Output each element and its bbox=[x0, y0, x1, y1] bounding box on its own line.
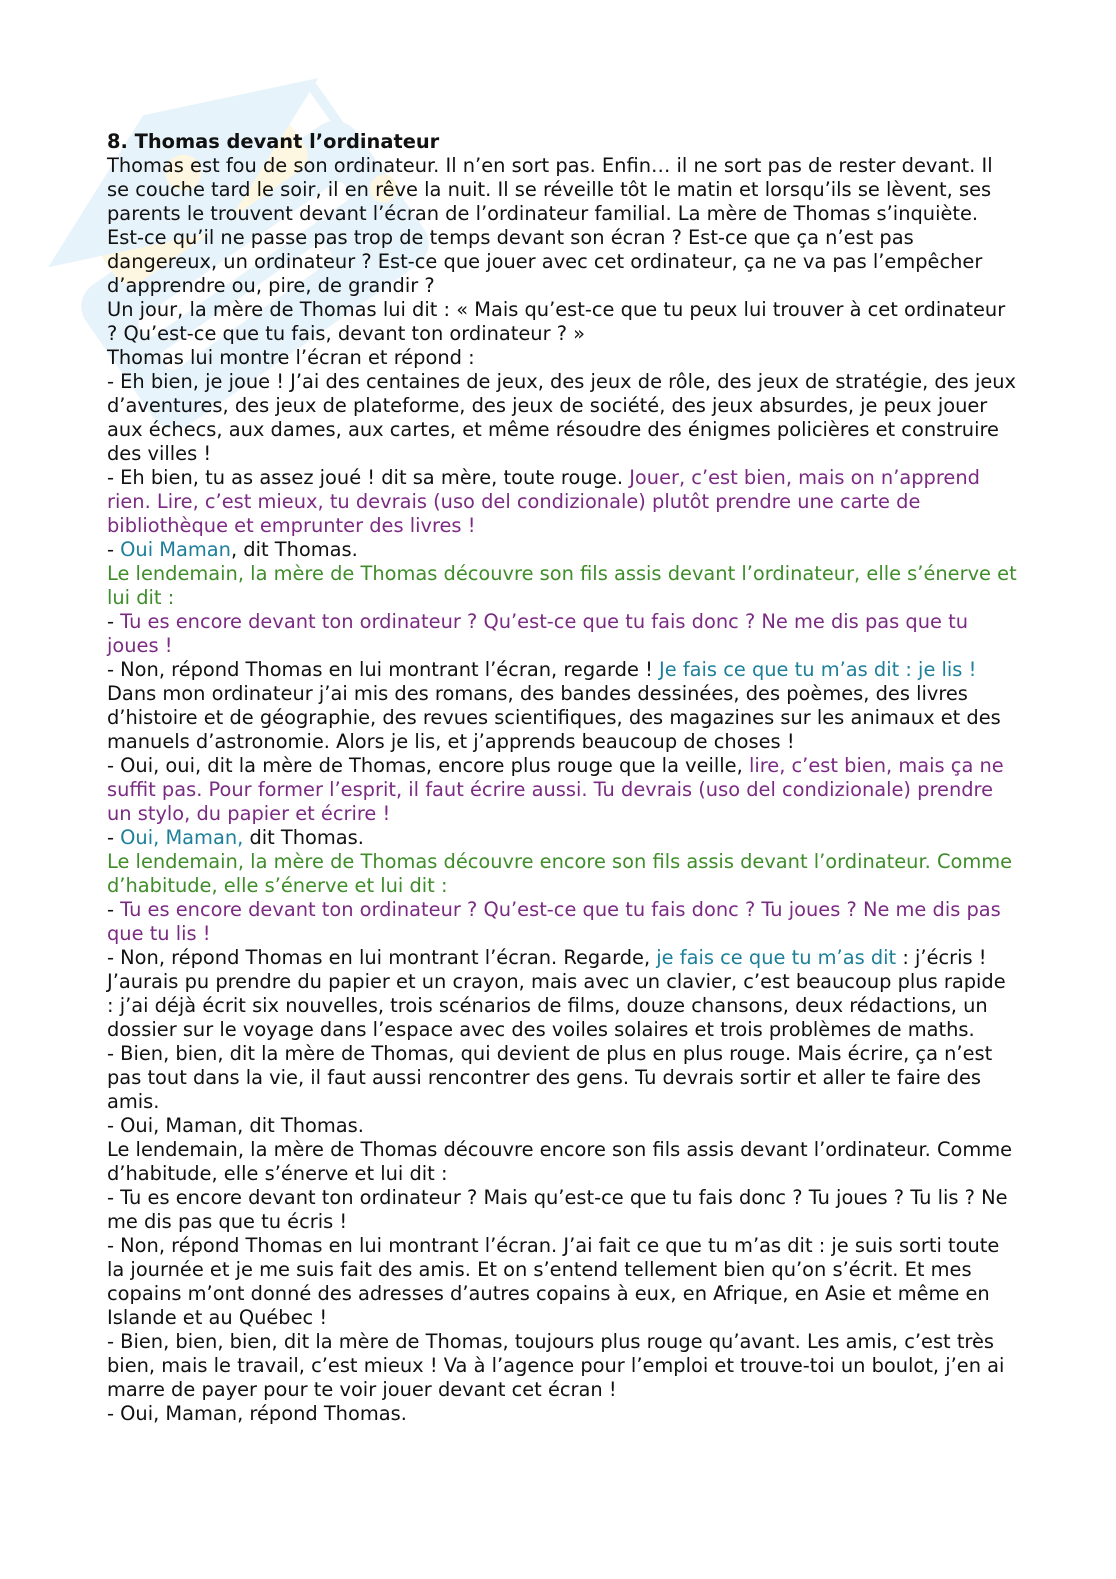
document-body bbox=[107, 130, 1017, 1426]
highlighted-text-segment: Oui Maman bbox=[120, 538, 231, 561]
text-segment: - bbox=[107, 826, 121, 849]
text-segment: - Eh bien, tu as assez joué ! dit sa mère, toute rouge. bbox=[107, 466, 630, 489]
document-title: 8. Thomas devant l’ordinateur bbox=[107, 130, 440, 153]
text-segment: - bbox=[107, 538, 121, 561]
highlighted-text-segment: Le lendemain, la mère de Thomas découvre encore son fils assis devant l’ordinateur. Comme d’habitude, elle s’énerve et lui dit : bbox=[107, 850, 1013, 897]
highlighted-text-segment: Le lendemain, la mère de Thomas découvre son fils assis devant l’ordinateur, elle s’énerve et lui dit : bbox=[107, 562, 1017, 609]
text-segment: Thomas est fou de son ordinateur. Il n’en sort pas. Enfin… il ne sort pas de rester devant. Il se couche tard le soir, il en rêve la nuit. Il se réveille tôt le matin et lorsqu’ils se lèvent, ses parents le trouvent devant l’écran de l’ordinateur familial. La mère de Thomas s’inquiète. Est-ce qu’il ne passe pas trop de temps devant son écran ? Est-ce que ça n’est pas dangereux, un ordinateur ? Est-ce que jouer avec cet ordinateur, ça ne va pas l’empêcher d’apprendre ou, pire, de grandir ? bbox=[107, 154, 993, 297]
text-segment: Thomas lui montre l’écran et répond : bbox=[107, 346, 475, 369]
text-segment: , dit Thomas. bbox=[230, 538, 358, 561]
highlighted-text-segment: Oui, Maman, bbox=[120, 826, 244, 849]
paragraph bbox=[107, 1402, 1017, 1426]
highlighted-text-segment: lire, c’est bien, mais ça ne suffit pas. Pour former l’esprit, il faut écrire aussi. Tu devrais (uso del condizionale) prendre un stylo, du papier et écrire ! bbox=[107, 754, 1004, 825]
paragraph bbox=[107, 298, 1017, 346]
paragraph bbox=[107, 1138, 1017, 1186]
text-segment: - bbox=[107, 610, 121, 633]
highlighted-text-segment: je fais ce que tu m’as dit bbox=[656, 946, 897, 969]
paragraph bbox=[107, 154, 1017, 298]
paragraph bbox=[107, 1114, 1017, 1138]
paragraph bbox=[107, 1330, 1017, 1402]
highlighted-text-segment: Jouer, c’est bien, mais on n’apprend rien. Lire, c’est mieux, tu devrais (uso del condizionale) plutôt prendre une carte de bibliothèque et emprunter des livres ! bbox=[107, 466, 980, 537]
highlighted-text-segment: Je fais ce que tu m’as dit : je lis ! bbox=[659, 658, 977, 681]
text-segment: - bbox=[107, 898, 121, 921]
highlighted-text-segment: Tu es encore devant ton ordinateur ? Qu’est-ce que tu fais donc ? Ne me dis pas que tu joues ! bbox=[107, 610, 968, 657]
text-segment: - Eh bien, je joue ! J’ai des centaines de jeux, des jeux de rôle, des jeux de stratégie, des jeux d’aventures, des jeux de plateforme, des jeux de société, des jeux absurdes, je peux jouer aux échecs, aux dames, aux cartes, et même résoudre des énigmes policières et construire des villes ! bbox=[107, 370, 1017, 465]
highlighted-text-segment: Tu es encore devant ton ordinateur ? Qu’est-ce que tu fais donc ? Tu joues ? Ne me dis pas que tu lis ! bbox=[107, 898, 1001, 945]
text-segment: - Non, répond Thomas en lui montrant l’écran. J’ai fait ce que tu m’as dit : je suis sorti toute la journée et je me suis fait des amis. Et on s’entend tellement bien qu’on s’écrit. Et mes copains m’ont donné des adresses d’autres copains à eux, en Afrique, en Asie et même en Islande et au Québec ! bbox=[107, 1234, 1000, 1329]
text-segment: dit Thomas. bbox=[243, 826, 364, 849]
paragraph-list bbox=[107, 154, 1017, 1426]
paragraph bbox=[107, 466, 1017, 538]
text-segment: - Oui, Maman, répond Thomas. bbox=[107, 1402, 407, 1425]
paragraph bbox=[107, 346, 1017, 370]
paragraph bbox=[107, 1234, 1017, 1330]
paragraph bbox=[107, 898, 1017, 946]
paragraph bbox=[107, 946, 1017, 1042]
text-segment: Le lendemain, la mère de Thomas découvre encore son fils assis devant l’ordinateur. Comme d’habitude, elle s’énerve et lui dit : bbox=[107, 1138, 1013, 1185]
paragraph bbox=[107, 754, 1017, 826]
text-segment: - Tu es encore devant ton ordinateur ? Mais qu’est-ce que tu fais donc ? Tu joues ? Tu lis ? Ne me dis pas que tu écris ! bbox=[107, 1186, 1008, 1233]
paragraph bbox=[107, 658, 1017, 754]
text-segment: - Oui, Maman, dit Thomas. bbox=[107, 1114, 364, 1137]
paragraph bbox=[107, 850, 1017, 898]
paragraph bbox=[107, 610, 1017, 658]
paragraph bbox=[107, 826, 1017, 850]
paragraph bbox=[107, 1186, 1017, 1234]
text-segment: : j’écris ! J’aurais pu prendre du papier et un crayon, mais avec un clavier, c’est beaucoup plus rapide : j’ai déjà écrit six nouvelles, trois scénarios de films, douze chansons, deux rédactions, un dossier sur le voyage dans l’espace avec des voiles solaires et trois problèmes de maths. bbox=[107, 946, 1006, 1041]
paragraph bbox=[107, 370, 1017, 466]
paragraph bbox=[107, 538, 1017, 562]
text-segment: Un jour, la mère de Thomas lui dit : « Mais qu’est-ce que tu peux lui trouver à cet ordinateur ? Qu’est-ce que tu fais, devant ton ordinateur ? » bbox=[107, 298, 1006, 345]
text-segment: - Bien, bien, dit la mère de Thomas, qui devient de plus en plus rouge. Mais écrire, ça n’est pas tout dans la vie, il faut aussi rencontrer des gens. Tu devrais sortir et aller te faire des amis. bbox=[107, 1042, 993, 1113]
text-segment: - Non, répond Thomas en lui montrant l’écran. Regarde, bbox=[107, 946, 657, 969]
text-segment: - Oui, oui, dit la mère de Thomas, encore plus rouge que la veille, bbox=[107, 754, 749, 777]
text-segment: - Non, répond Thomas en lui montrant l’écran, regarde ! bbox=[107, 658, 660, 681]
text-segment: - Bien, bien, bien, dit la mère de Thomas, toujours plus rouge qu’avant. Les amis, c’est très bien, mais le travail, c’est mieux ! Va à l’agence pour l’emploi et trouve-toi un boulot, j’en ai marre de payer pour te voir jouer devant cet écran ! bbox=[107, 1330, 1005, 1401]
paragraph bbox=[107, 1042, 1017, 1114]
text-segment: Dans mon ordinateur j’ai mis des romans, des bandes dessinées, des poèmes, des livres d’histoire et de géographie, des revues scientifiques, des magazines sur les animaux et des manuels d’astronomie. Alors je lis, et j’apprends beaucoup de choses ! bbox=[107, 682, 1001, 753]
paragraph bbox=[107, 562, 1017, 610]
